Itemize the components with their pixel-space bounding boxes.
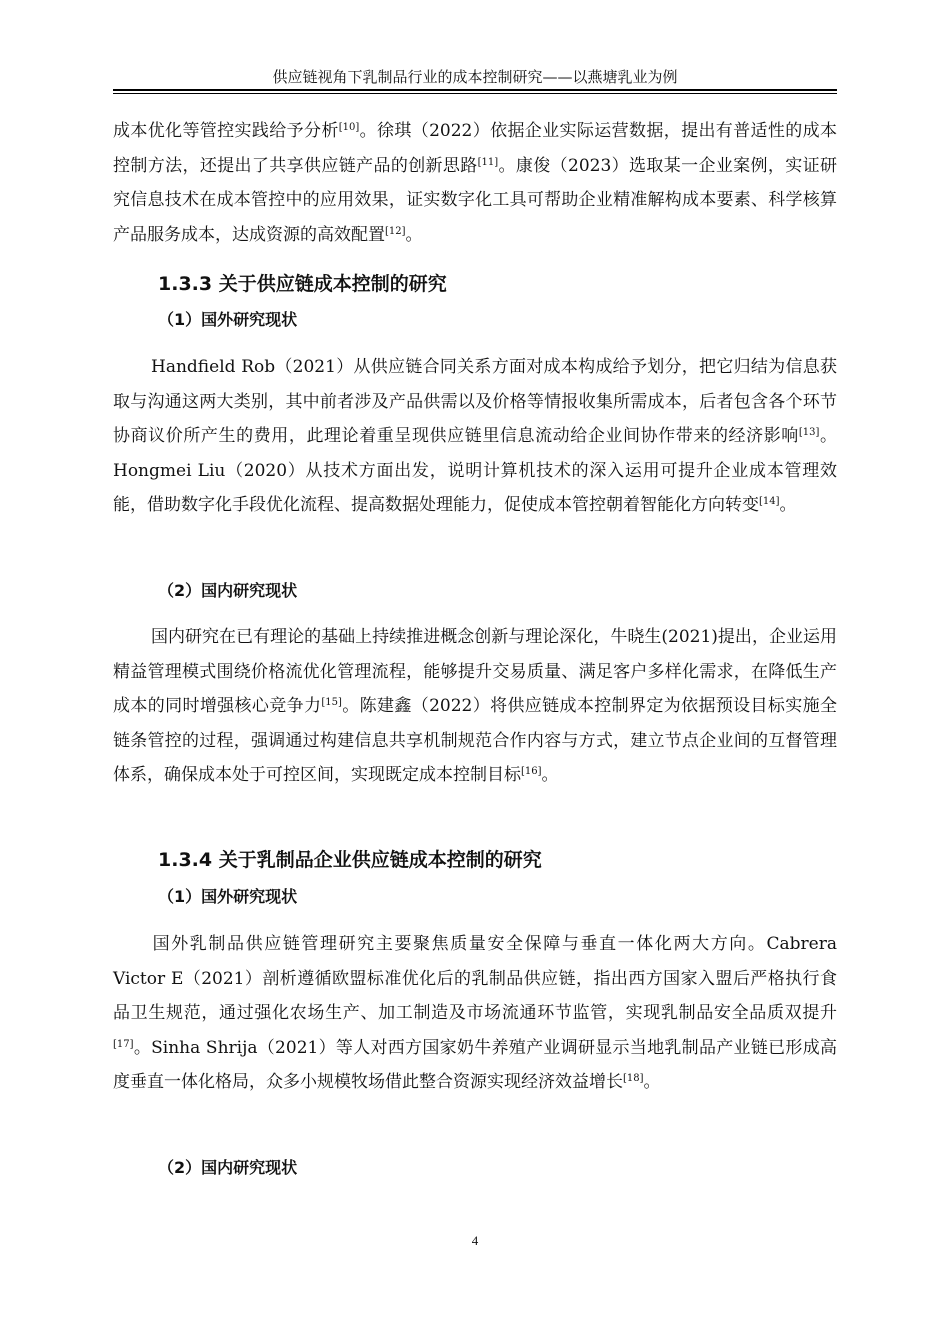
paragraph-text: 国外乳制品供应链管理研究主要聚焦质量安全保障与垂直一体化两大方向。Cabrera Victor E（2021）剖析遵循欧盟标准优化后的乳制品供应链，指出西方国家入盟后严格执行食品卫生规范，通过强化农场生产、加工制造及市场流通环节监管，实现乳制品安全品质双提升	[113, 934, 837, 1024]
paragraph-text: Handfield Rob（2021）从供应链合同关系方面对成本构成给予划分，把它归结为信息获取与沟通这两大类别，其中前者涉及产品供需以及价格等情报收集所需成本，后者包含各个环节协商议价所产生的费用，此理论着重呈现供应链里信息流动给企业间协作带来的经济影响	[113, 357, 837, 447]
header-rule-thick	[113, 89, 837, 91]
subheading-domestic-research: （2）国内研究现状	[158, 581, 298, 600]
page-number: 4	[471, 1233, 479, 1248]
paragraph-text: 。陈建鑫（2022）将供应链成本控制界定为依据预设目标实施全链条管控的过程，强调通过构建信息共享机制规范合作内容与方式，建立节点企业间的互督管理体系，确保成本处于可控区间，实现既定成本控制目标	[113, 696, 838, 786]
citation: [14]	[759, 496, 780, 508]
paragraph-text: 国内研究在已有理论的基础上持续推进概念创新与理论深化，牛晓生(2021)提出，企业运用精益管理模式围绕价格流优化管理流程，能够提升交易质量、满足客户多样化需求，在降低生产成本的同时增强核心竞争力	[113, 627, 837, 717]
citation: [10]	[338, 122, 360, 133]
header-rule-thin	[113, 93, 837, 94]
paragraph-domestic-supply-chain	[113, 620, 837, 793]
citation: [18]	[623, 1073, 644, 1085]
section-heading-1-3-4: 1.3.4 关于乳制品企业供应链成本控制的研究	[158, 849, 542, 871]
citation: [17]	[113, 1038, 134, 1050]
paragraph-foreign-supply-chain	[113, 350, 837, 523]
section-heading-1-3-3: 1.3.3 关于供应链成本控制的研究	[158, 273, 447, 295]
paragraph-text: 。徐琪（2022）依据企业实际运营数据，提出有普适性的成本控制方法，还提出了共享供应链产品的创新思路	[113, 121, 837, 176]
paragraph-text: 。康俊（2023）选取某一企业案例，实证研究信息技术在成本管控中的应用效果，证实数字化工具可帮助企业精准解构成本要素、科学核算产品服务成本，达成资源的高效配置	[113, 155, 838, 245]
paragraph-text: 。	[541, 765, 559, 786]
paragraph-text: 。	[405, 224, 423, 245]
running-header: 供应链视角下乳制品行业的成本控制研究——以燕塘乳业为例	[272, 68, 678, 86]
citation: [11]	[477, 156, 499, 168]
subheading-domestic-research-dairy: （2）国内研究现状	[158, 1158, 298, 1177]
paragraph-text: 。Hongmei Liu（2020）从技术方面出发，说明计算机技术的深入运用可提升企业成本管理效能，借助数字化手段优化流程、提高数据处理能力，促使成本管控朝着智能化方向转变	[113, 426, 838, 516]
citation: [13]	[798, 427, 820, 439]
paragraph-foreign-dairy	[113, 927, 837, 1100]
citation: [15]	[321, 697, 342, 709]
citation: [12]	[385, 225, 406, 237]
paragraph-intro	[113, 114, 837, 252]
paragraph-text: 。	[779, 495, 797, 516]
subheading-foreign-research-dairy: （1）国外研究现状	[158, 887, 298, 906]
paragraph-text: 成本优化等管控实践给予分析	[113, 121, 339, 141]
paragraph-text: 。Sinha Shrija（2021）等人对西方国家奶牛养殖产业调研显示当地乳制品产业链已形成高度垂直一体化格局，众多小规模牧场借此整合资源实现经济效益增长	[113, 1037, 837, 1093]
citation: [16]	[521, 766, 542, 778]
paragraph-text: 。	[643, 1072, 661, 1093]
subheading-foreign-research: （1）国外研究现状	[158, 310, 298, 329]
